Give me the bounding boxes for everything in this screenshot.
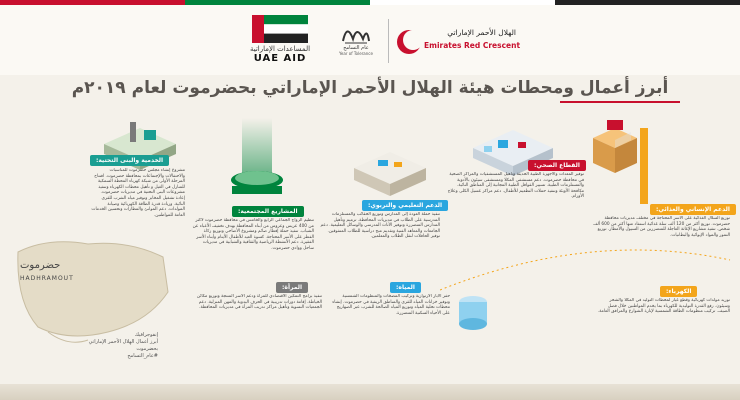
community-podium-illustration bbox=[222, 108, 292, 208]
water-text: حفر الآبار الارتوازية وتركيب المضخات والمنظومات الشمسية وتوفير خزانات المياه للقرى والمناطق الريفية في حضرموت. إنشاء محطات تحلية المياه وتوزيع المياه الصالحة للشرب عبر الصهاريج على الأحياء السكنية المتضررة. bbox=[332, 294, 450, 316]
tolerance-calligraphy-icon bbox=[339, 19, 373, 45]
uae-aid-logo bbox=[245, 15, 315, 64]
header-divider bbox=[388, 19, 389, 63]
food-boxes-illustration bbox=[585, 118, 645, 188]
tolerance-arabic: عام التسامح bbox=[343, 45, 369, 51]
uae-flag-icon bbox=[252, 15, 308, 43]
health-text: توفير المعدات والأجهزة الطبية الحديثة وتأهيل المستشفيات والمراكز الصحية في محافظة حضرموت. دعم مستشفى المكلا ومستشفى سيئون بالأدوية والمستلزمات الطبية. تسيير القوافل الطبية المجانية إلى المناطق النائية. مكافحة الأوبئة وتنفيذ حملات التطعيم للأطفال. دعم مراكز غسيل الكلى وعلاج الأورام. bbox=[447, 172, 584, 200]
red-crescent-icon bbox=[396, 29, 422, 55]
services-heading: الخدمية والبنى التحتية: bbox=[90, 155, 169, 166]
map-label-english: HADHRAMOUT bbox=[20, 275, 74, 282]
erc-arabic: الهلال الأحمر الإماراتي bbox=[447, 28, 516, 37]
uae-aid-english: UAE AID bbox=[253, 53, 307, 64]
humanitarian-heading: الدعم الإنساني والغذائي: bbox=[650, 204, 736, 215]
education-text: تنفيذ حملة العودة إلى المدارس وتوزيع الحقائب والمستلزمات المدرسية على الطلاب في مديريات المحافظة. ترميم وتأهيل المدارس المتضررة وتوفير الأثاث المدرسي والوسائل التعليمية. دعم الجامعات والمعاهد الفنية وتقديم منح دراسية للطلاب المتفوقين. توفير الحافلات لنقل الطلاب والمعلمين. bbox=[320, 212, 440, 240]
map-label-arabic: حضرموت bbox=[20, 260, 61, 271]
erc-logo bbox=[396, 25, 521, 65]
community-text: تنظيم الزواج الجماعي الرابع والخامس في محافظة حضرموت لأكثر من 400 عريس وعروس من أبناء المحافظة بهدف تخفيف الأعباء عن الشباب. تنفيذ حملة إفطار صائم ومشروع الأضاحي وتوزيع زكاة الفطر على الأسر المحتاجة. كسوة العيد للأطفال الأيتام وأبناء الأسر الفقيرة. دعم الأنشطة الرياضية والثقافية والشبابية في مديريات ساحل ووادي حضرموت. bbox=[192, 218, 314, 251]
bottom-decoration bbox=[0, 384, 740, 400]
erc-english: Emirates Red Crescent bbox=[424, 41, 521, 50]
women-text: تنفيذ برامج التمكين الاقتصادي للمرأة ودعم الأسر المنتجة وتوزيع مكائن الخياطة. إقامة دورات تدريبية في الحرف اليدوية والمهن المنزلية. دعم الجمعيات النسوية وتأهيل مراكز تدريب المرأة في مديريات المحافظة. bbox=[196, 294, 322, 311]
water-heading: المياه: bbox=[390, 282, 421, 293]
education-heading: الدعم التعليمي والتربوي: bbox=[362, 200, 448, 211]
dotted-connector bbox=[440, 240, 740, 300]
tolerance-english: Year of Tolerance bbox=[339, 51, 373, 56]
school-illustration bbox=[350, 150, 430, 200]
year-of-tolerance-logo bbox=[332, 19, 380, 56]
title-underline bbox=[560, 101, 680, 103]
uae-aid-arabic: المساعدات الإماراتية bbox=[249, 45, 311, 53]
page-title: أبرز أعمال ومحطات هيئة الهلال الأحمر الإماراتي بحضرموت لعام ٢٠١٩م bbox=[71, 78, 669, 98]
humanitarian-ribbon bbox=[640, 128, 648, 204]
infographic-caption: إنفوجرافيك أبرز أعمال الهلال الأحمر الإماراتي بحضرموت #عام_التسامح bbox=[88, 332, 158, 359]
header bbox=[0, 5, 740, 75]
community-heading: المشاريع المجتمعية: bbox=[232, 206, 304, 217]
women-heading: المرأة: bbox=[276, 282, 308, 293]
electricity-heading: الكهرباء: bbox=[660, 286, 697, 297]
humanitarian-text: توزيع السلال الغذائية على الأسر المحتاجة في مختلف مديريات محافظة حضرموت. توزيع أكثر من 120 ألف سلة غذائية استفاد منها أكثر من 600 ألف شخص. تنفيذ مشاريع الإغاثة العاجلة للمتضررين من السيول والأمطار. توزيع التمور والمواد الإيوائية والبطانيات. bbox=[593, 216, 730, 238]
health-heading: القطاع الصحي: bbox=[528, 160, 586, 171]
services-text: مشروع إنشاء مجلس حضرموت للمناسبات والاحتفالات والإجتماعات بمحافظة حضرموت. افتتاح المرحلة الأولى من شبكة كهرباء المحطة السمكية للمنازل في الغيل و تأهيل محطات الكهرباء وتنفيذ مشروعات البنى التحتية في مديريات حضرموت. إعادة تشغيل المخابز وتوفير مياه الشرب للقرى النائية. وزيادة قدرة الطاقة الكهربائية وصيانة المولدات. دعم الموانئ والمطارات وتحسين الخدمات العامة للمواطنين. bbox=[91, 168, 185, 218]
electricity-text: توريد مولدات كهربائية وقطع غيار لمحطات التوليد في المكلا والشحر وسيئون. رفع القدرة التوليدية للكهرباء بما يخدم المواطنين خلال فصل الصيف. تركيب منظومات الطاقة الشمسية لإنارة الشوارع والمرافق العامة. bbox=[597, 298, 730, 315]
